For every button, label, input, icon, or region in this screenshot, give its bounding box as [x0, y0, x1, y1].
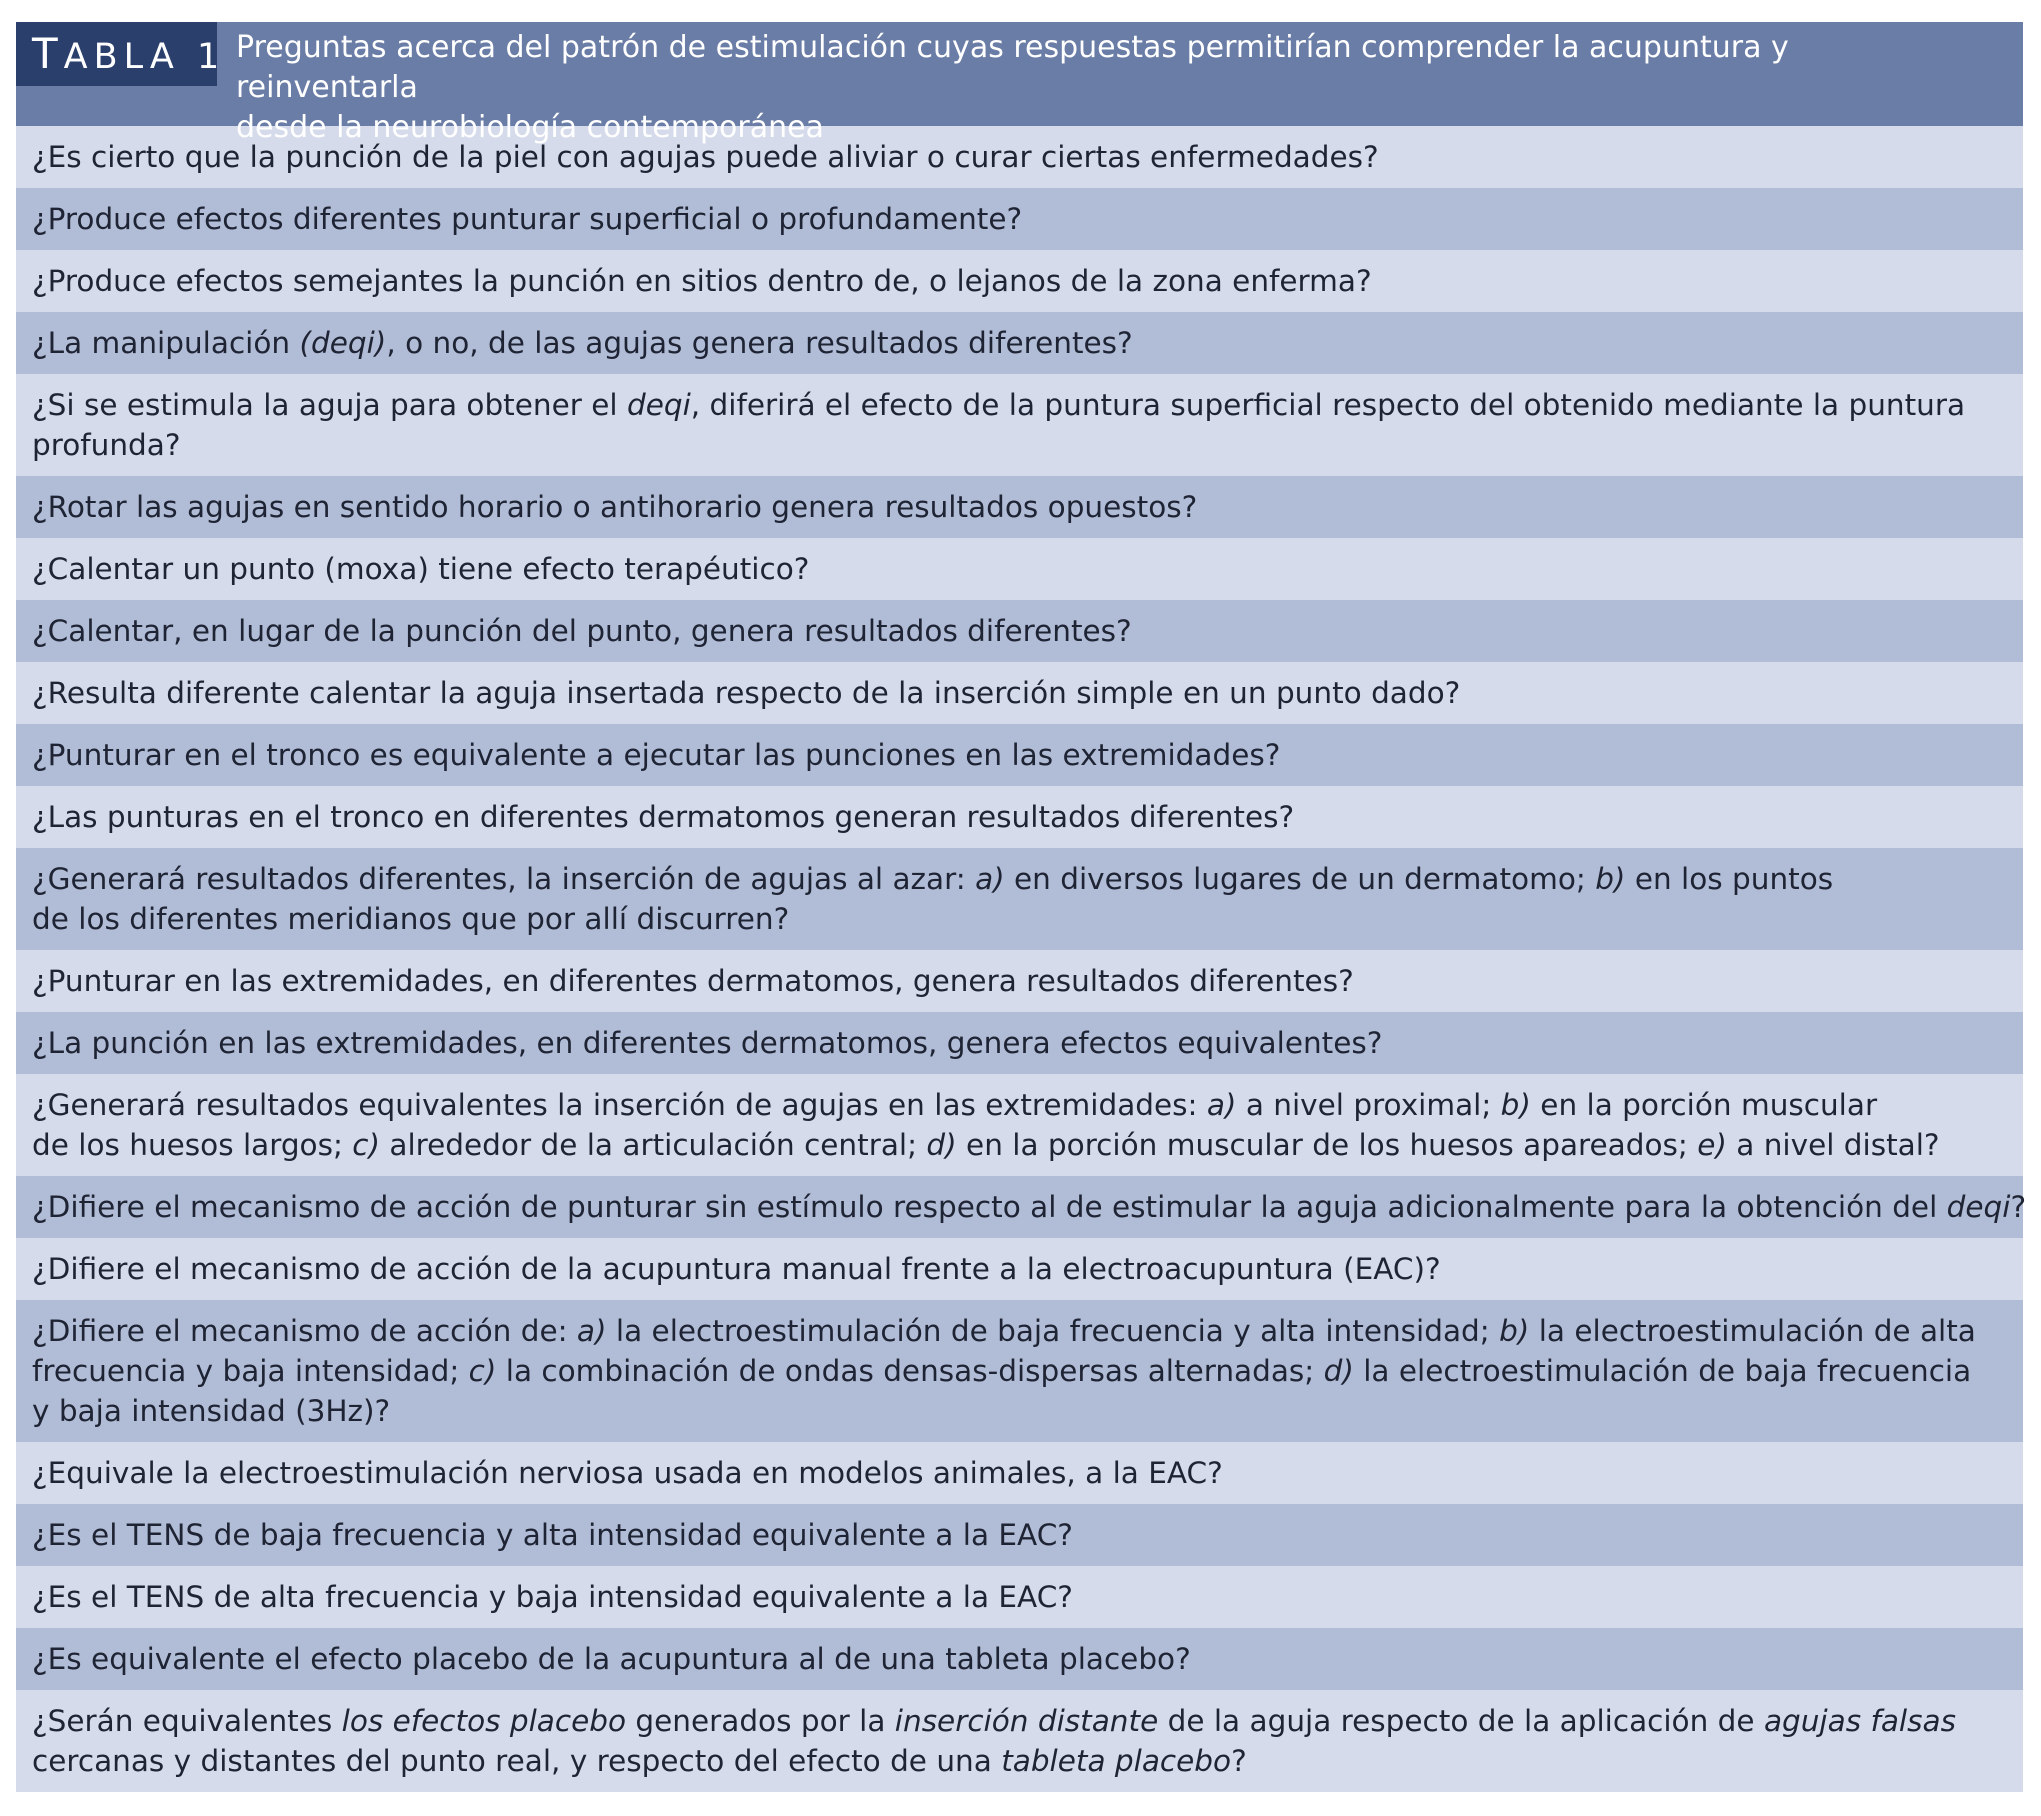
table-row: ¿Punturar en el tronco es equivalente a ejecutar las punciones en las extremidades?	[16, 724, 2023, 786]
questions-table	[16, 22, 2027, 1792]
caption-line-1: Preguntas acerca del patrón de estimulación cuyas respuestas permitirían comprender la acupuntura y reinventarla	[236, 30, 1789, 105]
table-row: ¿Calentar, en lugar de la punción del punto, genera resultados diferentes?	[16, 600, 2023, 662]
table-number-label: TABLA 1	[16, 22, 217, 86]
table-row: ¿Calentar un punto (moxa) tiene efecto terapéutico?	[16, 538, 2023, 600]
table-row: ¿Si se estimula la aguja para obtener el deqi, diferirá el efecto de la puntura superficial respecto del obtenido mediante la puntura profunda?	[16, 374, 2023, 476]
table-header	[16, 22, 2023, 145]
table-row: ¿La manipulación (deqi), o no, de las agujas genera resultados diferentes?	[16, 312, 2023, 374]
table-row: ¿La punción en las extremidades, en diferentes dermatomos, genera efectos equivalentes?	[16, 1012, 2023, 1074]
table-row: ¿Es el TENS de baja frecuencia y alta intensidad equivalente a la EAC?	[16, 1504, 2023, 1566]
table-row: ¿Generará resultados diferentes, la inserción de agujas al azar: a) en diversos lugares de un dermatomo; b) en los puntos de los diferentes meridianos que por allí discurren?	[16, 848, 2023, 950]
table-row: ¿Produce efectos diferentes punturar superficial o profundamente?	[16, 188, 2023, 250]
table-row: ¿Resulta diferente calentar la aguja insertada respecto de la inserción simple en un punto dado?	[16, 662, 2023, 724]
table-row: ¿Difiere el mecanismo de acción de la acupuntura manual frente a la electroacupuntura (EAC)?	[16, 1238, 2023, 1300]
table-row: ¿Difiere el mecanismo de acción de: a) la electroestimulación de baja frecuencia y alta intensidad; b) la electroestimulación de alta frecuencia y baja intensidad; c) la combinación de ondas densas-dispersas alternadas; d) la electroestimulación de baja frecuencia y baja intensidad (3Hz)?	[16, 1300, 2023, 1442]
table-row: ¿Serán equivalentes los efectos placebo generados por la inserción distante de la aguja respecto de la aplicación de agujas falsas cercanas y distantes del punto real, y respecto del efecto de una tableta placebo?	[16, 1690, 2023, 1792]
table-row: ¿Es cierto que la punción de la piel con agujas puede aliviar o curar ciertas enfermedades?	[16, 126, 2023, 188]
table-row: ¿Produce efectos semejantes la punción en sitios dentro de, o lejanos de la zona enferma?	[16, 250, 2023, 312]
table-row: ¿Punturar en las extremidades, en diferentes dermatomos, genera resultados diferentes?	[16, 950, 2023, 1012]
table-row: ¿Difiere el mecanismo de acción de punturar sin estímulo respecto al de estimular la aguja adicionalmente para la obtención del deqi?	[16, 1176, 2023, 1238]
caption-line-2: desde la neurobiología contemporánea	[236, 110, 824, 145]
table-caption	[236, 28, 1963, 148]
table-row: ¿Es el TENS de alta frecuencia y baja intensidad equivalente a la EAC?	[16, 1566, 2023, 1628]
table-row: ¿Equivale la electroestimulación nerviosa usada en modelos animales, a la EAC?	[16, 1442, 2023, 1504]
table-row: ¿Rotar las agujas en sentido horario o antihorario genera resultados opuestos?	[16, 476, 2023, 538]
table-row: ¿Es equivalente el efecto placebo de la acupuntura al de una tableta placebo?	[16, 1628, 2023, 1690]
table-row: ¿Las punturas en el tronco en diferentes dermatomos generan resultados diferentes?	[16, 786, 2023, 848]
table-row: ¿Generará resultados equivalentes la inserción de agujas en las extremidades: a) a nivel proximal; b) en la porción muscular de los huesos largos; c) alrededor de la articulación central; d) en la porción muscular de los huesos apareados; e) a nivel distal?	[16, 1074, 2023, 1176]
